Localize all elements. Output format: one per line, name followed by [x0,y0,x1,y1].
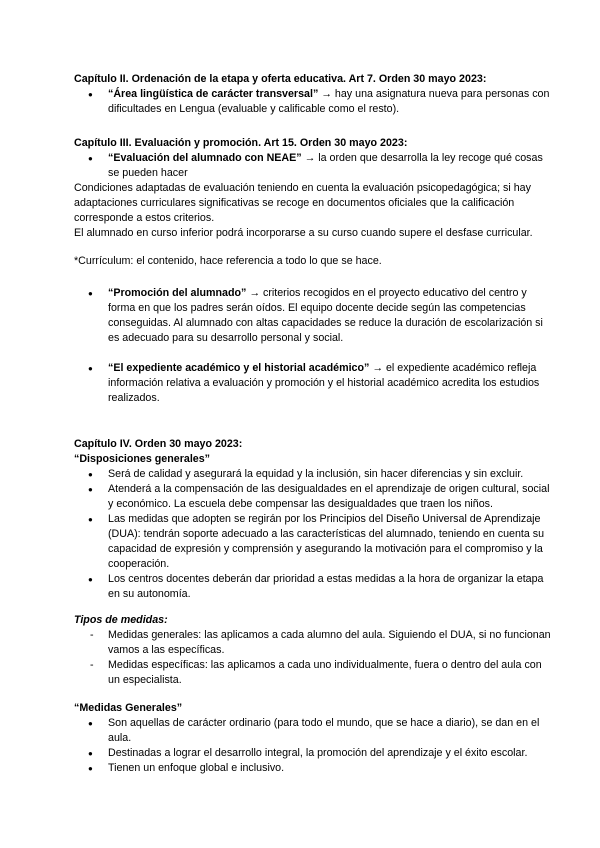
list-cap2 [74,87,554,117]
item-title: “Evaluación del alumnado con NEAE” [108,152,302,164]
paragraph: El alumnado en curso inferior podrá incorporarse a su curso cuando supere el desfase curricular. [74,227,533,239]
list-tipos [74,628,554,688]
block-promocion [74,286,554,346]
item-title: “Promoción del alumnado” [108,287,247,299]
heading-cap2: Capítulo II. Ordenación de la etapa y oferta educativa. Art 7. Orden 30 mayo 2023: [74,73,487,85]
list-item: ● Destinadas a lograr el desarrollo integral, la promoción del aprendizaje y el éxito escolar. [74,746,554,761]
list-medidas-generales [74,716,554,776]
paragraph: Condiciones adaptadas de evaluación teniendo en cuenta la evaluación psicopedagógica; si hay adaptaciones curriculares significativas se recoge en documentos oficiales que la calificación corresponde a estos criterios. [74,182,531,224]
item-text: → hay una asignatura nueva para personas con dificultades en Lengua (evaluable y calificable como el resto). [108,88,550,115]
list-item [74,87,554,117]
section-cap4 [74,437,554,602]
list-cap3-c [74,361,554,406]
note-curriculum [74,254,554,269]
section-medidas-generales [74,701,554,776]
item-text: → el expediente académico refleja información relativa a evaluación y promoción y el historial académico acredita los estudios realizados. [108,362,540,404]
list-item: - Medidas generales: las aplicamos a cada alumno del aula. Siguiendo el DUA, si no funcionan vamos a las específicas. [74,628,554,658]
list-item: - Medidas específicas: las aplicamos a cada uno individualmente, fuera o dentro del aula con un especialista. [74,658,554,688]
section-cap3 [74,136,554,241]
paragraph: *Currículum: el contenido, hace referencia a todo lo que se hace. [74,255,382,267]
item-text: → criterios recogidos en el proyecto educativo del centro y forma en que los padres serán oídos. El equipo docente decide según las competencias conseguidas. Al alumnado con altas capacidades se reduce la duración de escolarización si es adecuado para su desarrollo personal y social. [108,287,543,344]
list-item [74,361,554,406]
heading-medidas-generales: “Medidas Generales” [74,702,183,714]
list-item: ● Será de calidad y asegurará la equidad y la inclusión, sin hacer diferencias y sin excluir. [74,467,554,482]
list-item [74,151,554,181]
list-cap3-a [74,151,554,181]
list-item: ● Las medidas que adopten se regirán por los Principios del Diseño Universal de Aprendizaje (DUA): tendrán soporte adecuado a las características del alumnado, teniendo en cuenta su capacidad de expresión y comprensión y asegurando la motivación para el compromiso y la cooperación. [74,512,554,572]
section-tipos [74,613,554,688]
list-item: ● Tienen un enfoque global e inclusivo. [74,761,554,776]
heading-cap4: Capítulo IV. Orden 30 mayo 2023: [74,438,243,450]
list-cap4 [74,467,554,602]
list-item: ● Los centros docentes deberán dar prioridad a estas medidas a la hora de organizar la etapa en su autonomía. [74,572,554,602]
item-title: “El expediente académico y el historial académico” [108,362,370,374]
list-item [74,286,554,346]
subheading-disposiciones: “Disposiciones generales” [74,453,211,465]
heading-tipos: Tipos de medidas: [74,614,168,626]
list-cap3-b [74,286,554,346]
item-text: → la orden que desarrolla la ley recoge qué cosas se pueden hacer [108,152,543,179]
section-cap2 [74,72,554,117]
list-item: ● Son aquellas de carácter ordinario (para todo el mundo, que se hace a diario), se dan en el aula. [74,716,554,746]
list-item: ● Atenderá a la compensación de las desigualdades en el aprendizaje de origen cultural, social y económico. La escuela debe compensar las desigualdades que traen los niños. [74,482,554,512]
block-expediente [74,361,554,406]
item-title: “Área lingüística de carácter transversal” [108,88,319,100]
heading-cap3: Capítulo III. Evaluación y promoción. Art 15. Orden 30 mayo 2023: [74,137,408,149]
